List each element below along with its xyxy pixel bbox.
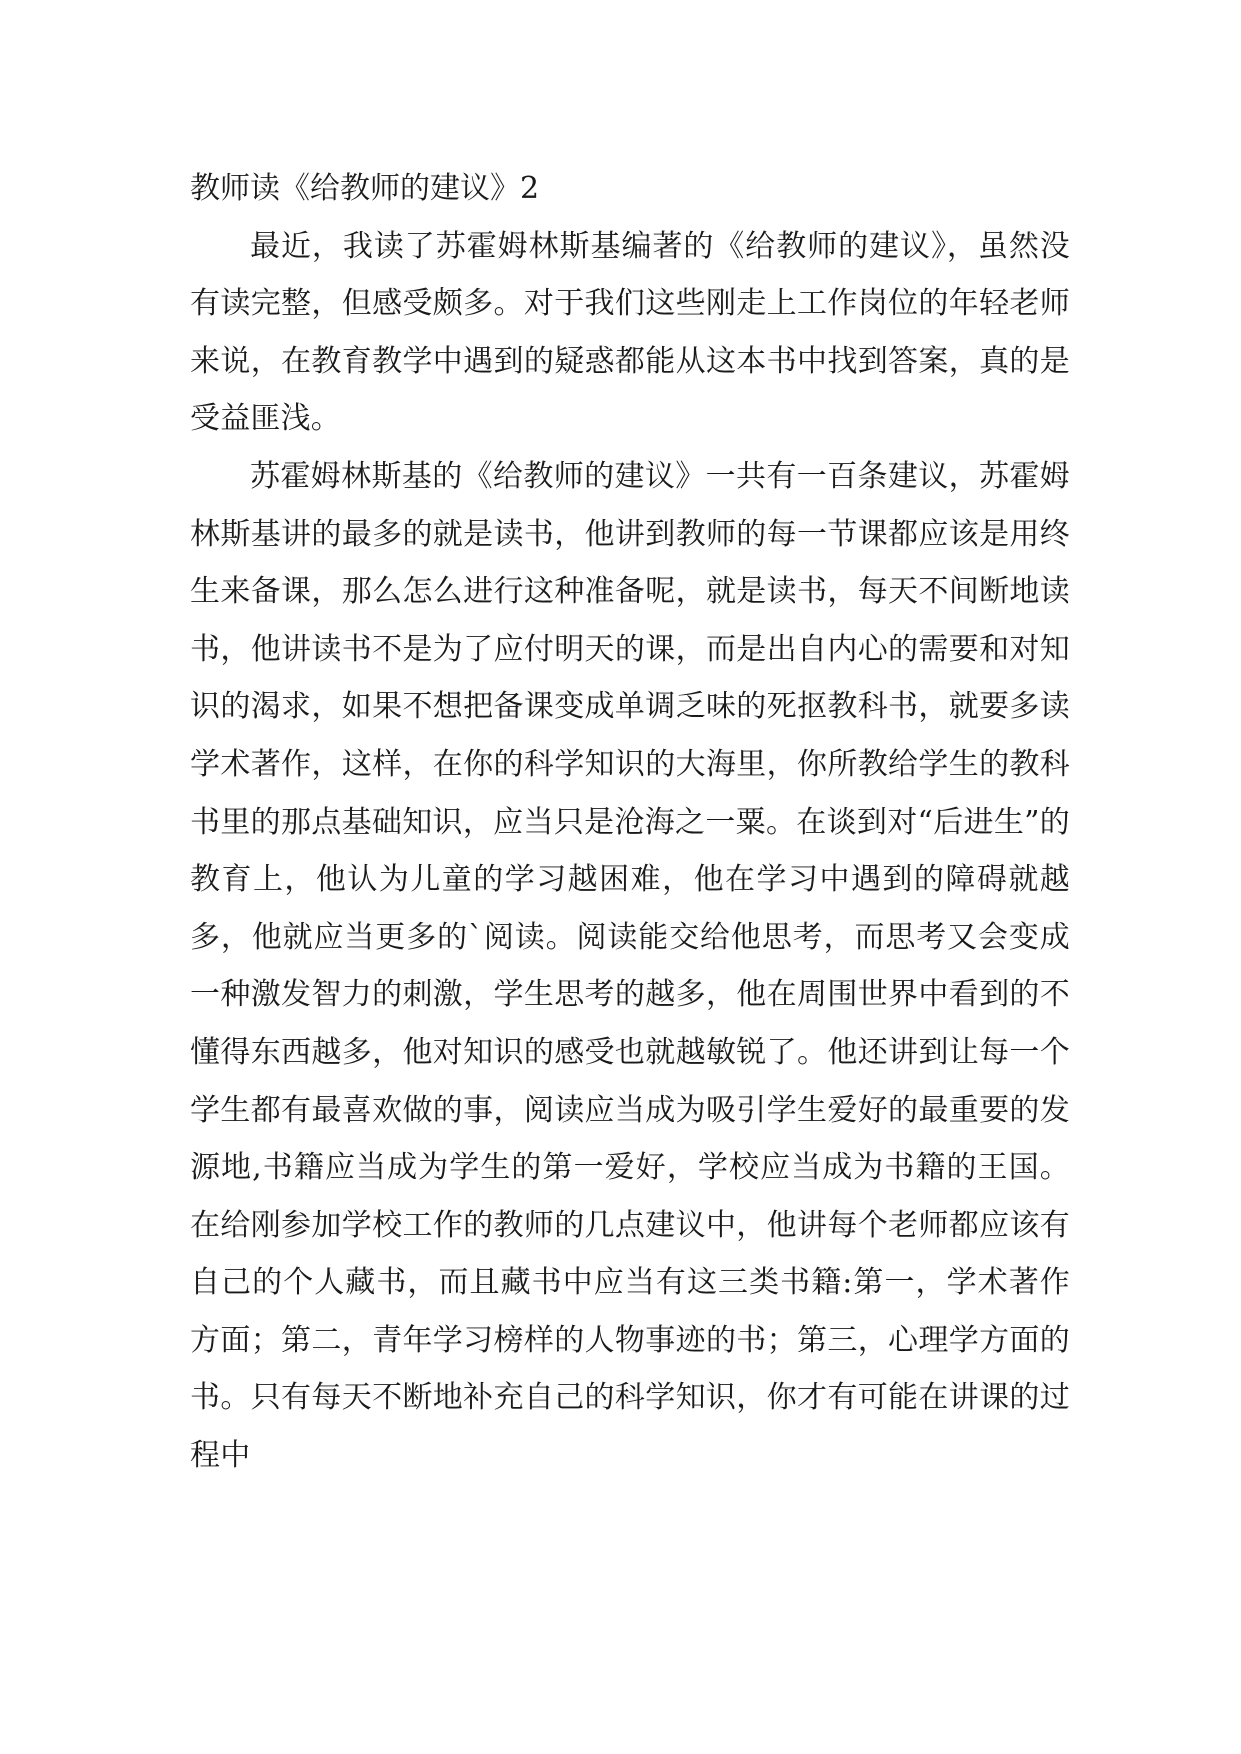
- document-title: 教师读《给教师的建议》2: [190, 171, 540, 206]
- paragraph-intro: 最近，我读了苏霍姆林斯基编著的《给教师的建议》，虽然没有读完整，但感受颇多。对于我们这些刚走上工作岗位的年轻老师来说，在教育教学中遇到的疑惑都能从这本书中找到答案，真的是受益匪浅。: [190, 228, 1070, 437]
- document-body: [190, 160, 1070, 1485]
- paragraph-main: 苏霍姆林斯基的《给教师的建议》一共有一百条建议，苏霍姆林斯基讲的最多的就是读书，他讲到教师的每一节课都应该是用终生来备课，那么怎么进行这种准备呢，就是读书，每天不间断地读书，他讲读书不是为了应付明天的课，而是出自内心的需要和对知识的渴求，如果不想把备课变成单调乏味的死抠教科书，就要多读学术著作，这样，在你的科学知识的大海里，你所教给学生的教科书里的那点基础知识，应当只是沧海之一粟。在谈到对“后进生”的教育上，他认为儿童的学习越困难，他在学习中遇到的障碍就越多，他就应当更多的`阅读。阅读能交给他思考，而思考又会变成一种激发智力的刺激，学生思考的越多，他在周围世界中看到的不懂得东西越多，他对知识的感受也就越敏锐了。他还讲到让每一个学生都有最喜欢做的事，阅读应当成为吸引学生爱好的最重要的发源地,书籍应当成为学生的第一爱好，学校应当成为书籍的王国。在给刚参加学校工作的教师的几点建议中，他讲每个老师都应该有自己的个人藏书，而且藏书中应当有这三类书籍:第一，学术著作方面；第二，青年学习榜样的人物事迹的书；第三，心理学方面的书。只有每天不断地补充自己的科学知识，你才有可能在讲课的过程中: [190, 458, 1070, 1474]
